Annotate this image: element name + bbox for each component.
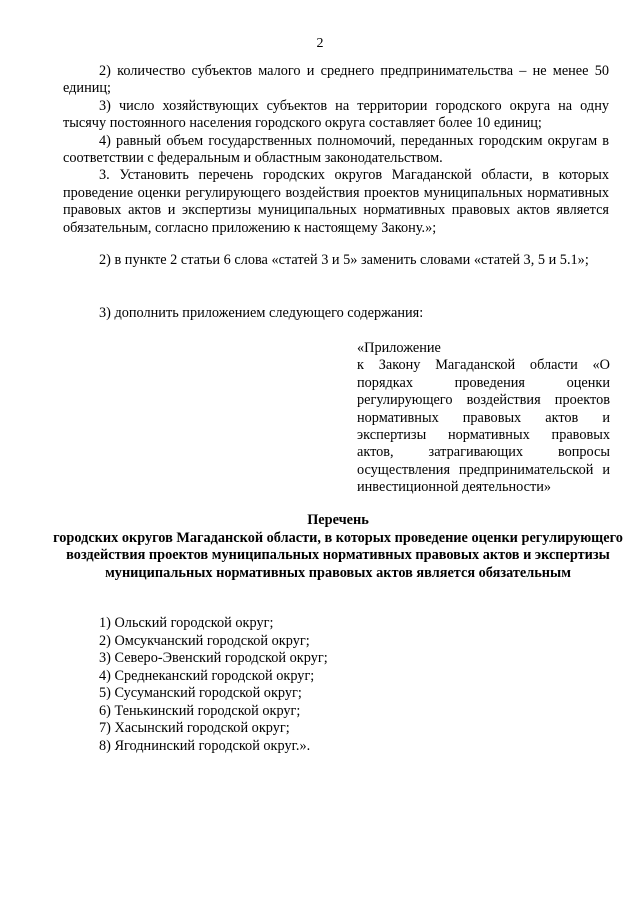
list-item: 1) Ольский городской округ; [99,615,274,631]
list-item: 2) Омсукчанский городской округ; [99,632,310,649]
appendix-line-1: «Приложение [357,340,441,356]
paragraph: 2) количество субъектов малого и среднего предпринимательства – не менее 50 единиц; [63,63,609,97]
list-item: 4) Среднеканский городской округ; [99,667,315,684]
paragraph-item-2 [63,252,609,269]
appendix-line-2: к Закону Магаданской области «О порядках проведения оценки регулирующего воздействия проектов нормативных правовых актов и экспертизы нормативных правовых актов, затрагивающих вопросы осуществления предпринимательской и инвестиционной деятельности» [357,357,610,496]
title-line-1: Перечень [307,512,369,528]
paragraph-item-3 [63,305,609,322]
list-item: 5) Сусуманский городской округ; [99,685,302,701]
paragraph: 3. Установить перечень городских округов Магаданской области, в которых проведение оценки регулирующего воздействия проектов муниципальных нормативных правовых актов и экспертизы муниципальных нормативных правовых актов является обязательным, согласно приложению к настоящему Закону.»; [63,167,609,236]
title-line-2: городских округов Магаданской области, в которых проведение оценки регулирующего воздействия проектов муниципальных нормативных правовых актов и экспертизы муниципальных нормативных правовых актов является обязательным [53,529,623,581]
list-item: 3) Северо-Эвенский городской округ; [99,650,328,666]
paragraph: 3) число хозяйствующих субъектов на территории городского округа на одну тысячу постоянного населения городского округа составляет более 10 единиц; [63,97,609,132]
paragraph: 2) в пункте 2 статьи 6 слова «статей 3 и 5» заменить словами «статей 3, 5 и 5.1»; [99,252,589,268]
list-title [40,512,636,582]
page-number: 2 [316,36,324,51]
district-list [99,615,499,755]
paragraph: 3) дополнить приложением следующего содержания: [99,305,424,321]
list-item: 7) Хасынский городской округ; [99,720,290,736]
paragraph: 4) равный объем государственных полномочий, переданных городским округам в соответствии с федеральным и областным законодательством. [63,132,609,167]
list-item: 6) Тенькинский городской округ; [99,702,301,719]
appendix-header [357,340,610,497]
list-item: 8) Ягоднинский городской округ.». [99,737,311,754]
paragraph-block-top [63,63,609,237]
